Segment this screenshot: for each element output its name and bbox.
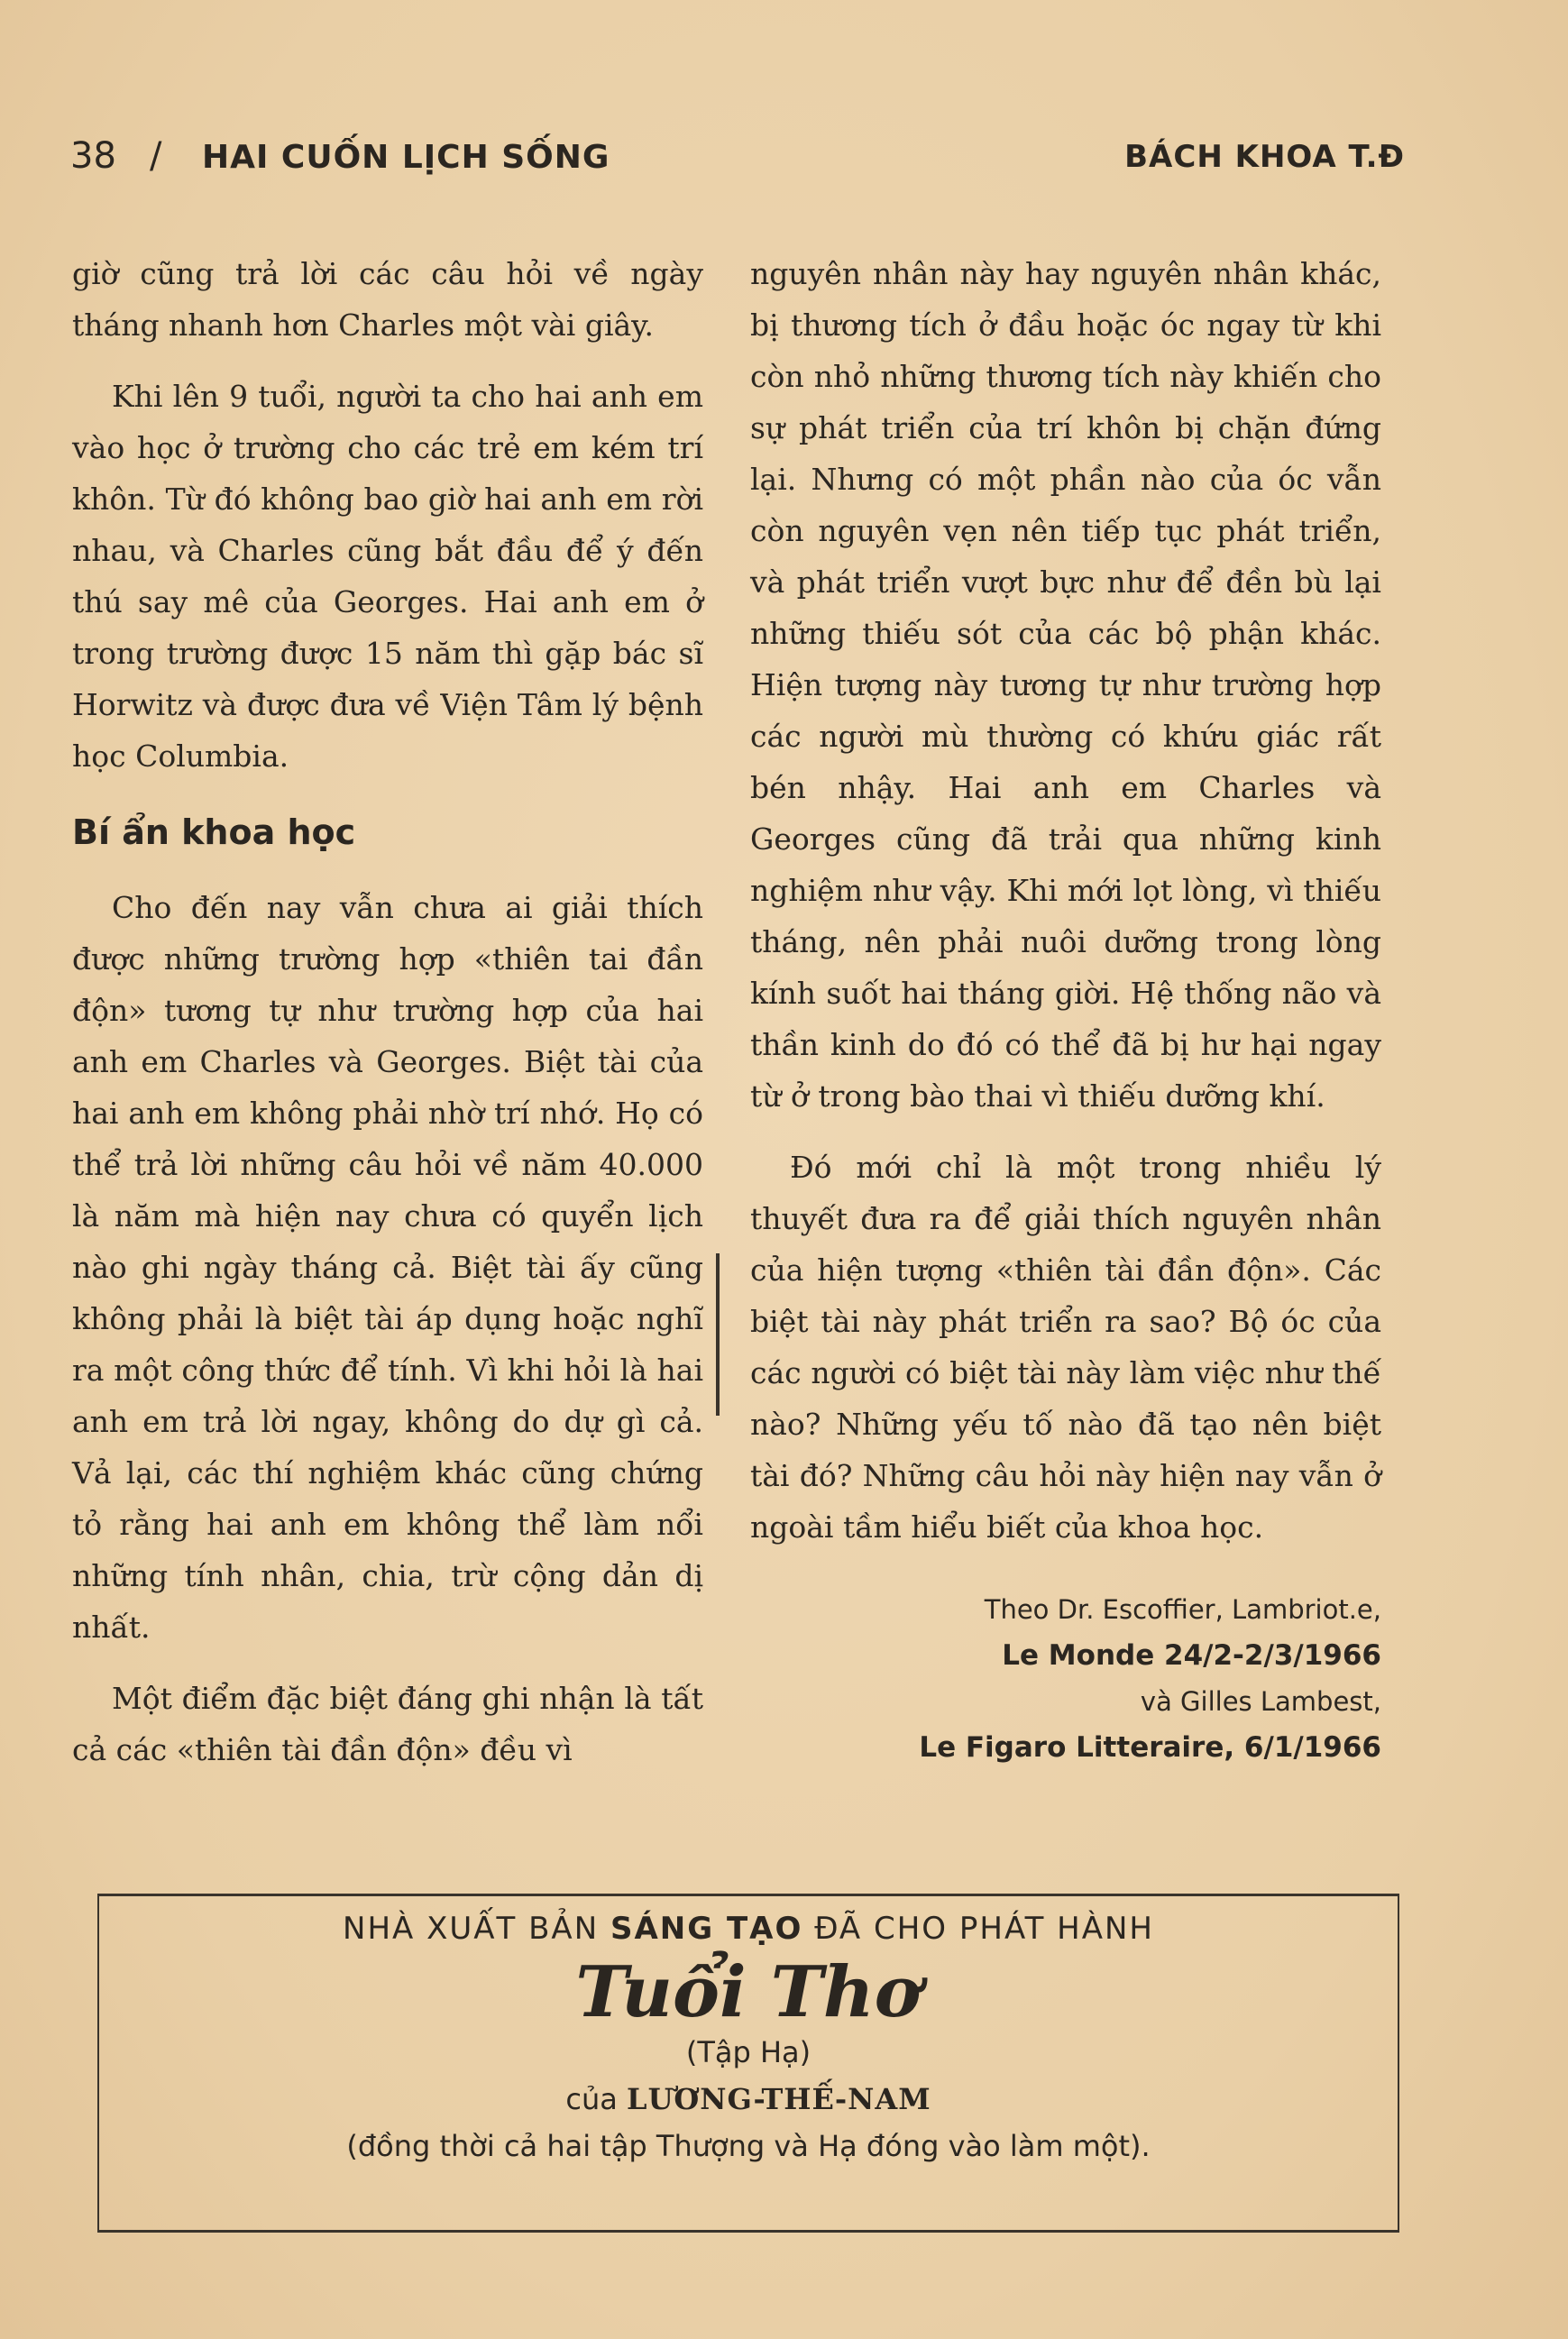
section-heading: Bí ẩn khoa học [72,812,356,852]
ad-author-name: LƯƠNG-THẾ-NAM [627,2082,931,2116]
ad-publisher-line [99,1911,1398,1947]
header-separator: / [150,135,162,177]
ad-author-pre: của [565,2082,618,2116]
ad-note: (đồng thời cả hai tập Thượng và Hạ đóng vào làm một). [346,2129,1151,2163]
page-number: 38 [70,135,116,177]
paragraph: Đó mới chỉ là một trong nhiều lý thuyết đưa ra để giải thích nguyên nhân của hiện tượng «thiên tài đần độn». Các biệt tài này phát triển ra sao? Bộ óc của các người có biệt tài này làm việc như thế nào? Những yếu tố nào đã tạo nên biệt tài đó? Những câu hỏi này hiện nay vẫn ở ngoài tầm hiểu biết của khoa học. [750,1150,1381,1545]
page-header [70,135,1405,189]
ad-book-title: Tuổi Thơ [575,1951,922,2033]
ad-publisher-post: ĐÃ CHO PHÁT HÀNH [814,1911,1154,1947]
paragraph: giờ cũng trả lời các câu hỏi về ngày tháng nhanh hơn Charles một vài giây. [72,256,703,343]
paragraph: Cho đến nay vẫn chưa ai giải thích được những trường hợp «thiên tai đần độn» tương tự như trường hợp của hai anh em Charles và Georges. Biệt tài của hai anh em không phải nhờ trí nhớ. Họ có thể trả lời những câu hỏi về năm 40.000 là năm mà hiện nay chưa có quyển lịch nào ghi ngày tháng cả. Biệt tài ấy cũng không phải là biệt tài áp dụng hoặc nghĩ ra một công thức để tính. Vì khi hỏi là hai anh em trả lời ngay, không do dự gì cả. Vả lại, các thí nghiệm khác cũng chứng tỏ rằng hai anh em không thể làm nổi những tính nhân, chia, trừ cộng dản dị nhất. [72,890,703,1645]
attribution-line: Le Figaro Litteraire, 6/1/1966 [919,1731,1381,1764]
ad-book-subtitle: (Tập Hạ) [685,2035,812,2069]
paragraph: Khi lên 9 tuổi, người ta cho hai anh em vào học ở trường cho các trẻ em kém trí khôn. Từ đó không bao giờ hai anh em rời nhau, và Charles cũng bắt đầu để ý đến thú say mê của Georges. Hai anh em ở trong trường được 15 năm thì gặp bác sĩ Horwitz và được đưa về Viện Tâm lý bệnh học Columbia. [72,379,703,774]
margin-mark [716,1253,720,1416]
attribution-line: Le Monde 24/2-2/3/1966 [1002,1639,1381,1672]
ad-author-line [99,2082,1398,2116]
right-column [750,248,1381,1771]
attribution-line: và Gilles Lambest, [1140,1686,1381,1717]
paragraph: Một điểm đặc biệt đáng ghi nhận là tất cả các «thiên tài đần độn» đều vì [72,1681,703,1767]
paragraph: nguyên nhân này hay nguyên nhân khác, bị thương tích ở đầu hoặc óc ngay từ khi còn nhỏ những thương tích này khiến cho sự phát triển của trí khôn bị chặn đứng lại. Nhưng có một phần nào của óc vẫn còn nguyên vẹn nên tiếp tục phát triển, và phát triển vượt bực như để đền bù lại những thiếu sót của các bộ phận khác. Hiện tượng này tương tự như trường hợp các người mù thường có khứu giác rất bén nhậy. Hai anh em Charles và Georges cũng đã trải qua những kinh nghiệm như vậy. Khi mới lọt lòng, vì thiếu tháng, nên phải nuôi dưỡng trong lòng kính suốt hai tháng giời. Hệ thống não và thần kinh do đó có thể đã bị hư hại ngay từ ở trong bào thai vì thiếu dưỡng khí. [750,256,1381,1114]
attribution-line: Theo Dr. Escoffier, Lambriot.e, [984,1594,1381,1625]
ad-publisher-name: SÁNG TẠO [610,1911,803,1947]
running-title: HAI CUỐN LỊCH SỐNG [202,139,610,176]
book-advertisement [97,1894,1399,2233]
ad-publisher-pre: NHÀ XUẤT BẢN [343,1911,600,1947]
source-attribution [750,1587,1381,1771]
journal-name: BÁCH KHOA T.Đ [1124,139,1405,175]
left-column [72,248,703,1795]
